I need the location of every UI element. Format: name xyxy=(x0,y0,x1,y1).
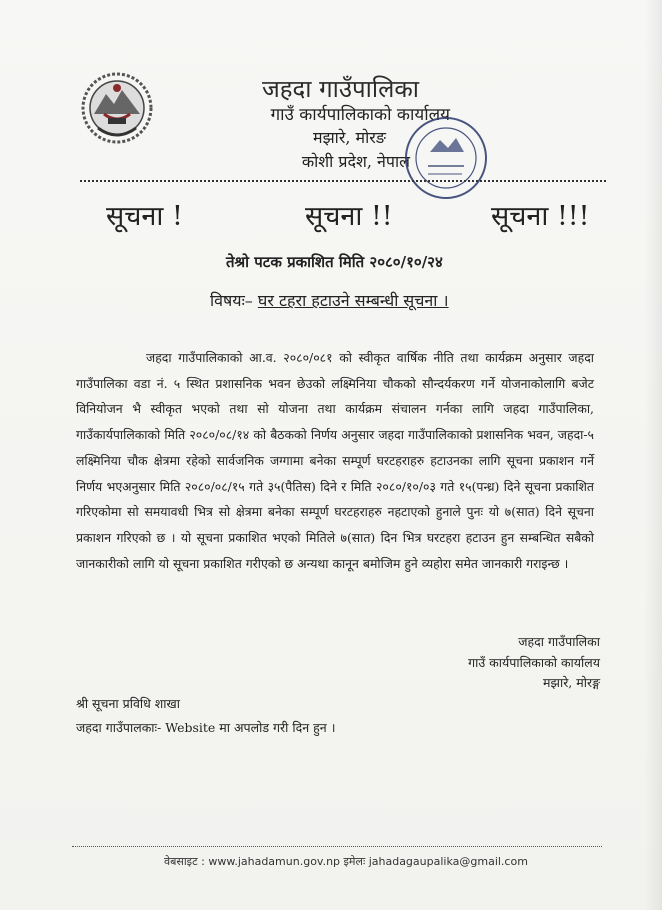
signature-line-3: मझारे, मोरङ्ग xyxy=(543,675,600,690)
publication-date-line: तेश्रो पटक प्रकाशित मिति २०८०/१०/२४ xyxy=(226,253,443,271)
recipient-line-1: श्री सूचना प्रविधि शाखा xyxy=(76,696,180,711)
notice-heading-1: सूचना ! xyxy=(106,201,183,232)
email-label: इमेलः xyxy=(343,855,366,868)
subject-text: घर टहरा हटाउने सम्बन्धी सूचना । xyxy=(257,291,449,310)
signature-line-2: गाउँ कार्यपालिकाको कार्यालय xyxy=(468,654,600,670)
header-divider xyxy=(80,180,606,182)
website-link[interactable]: www.jahadamun.gov.np xyxy=(208,855,341,868)
recipient-line-2: जहदा गाउँपालकाः- Website मा अपलोड गरी दिन हुन । xyxy=(76,720,336,735)
email-link[interactable]: jahadagaupalika@gmail.com xyxy=(368,855,528,868)
notice-heading-2: सूचना !! xyxy=(305,201,393,232)
nepal-emblem-icon xyxy=(78,68,156,146)
office-subtitle: गाउँ कार्यपालिकाको कार्यालय xyxy=(270,105,450,125)
notice-body: जहदा गाउँपालिकाको आ.व. २०८०/०८१ को स्वीकृत वार्षिक नीति तथा कार्यक्रम अनुसार जहदा गाउँपालिका वडा नं. ५ स्थित प्रशासनिक भवन छेउको लक्ष्मिनिया चौकको सौन्दर्यकरण गर्ने योजनाकोलागि बजेट विनियोजन भै स्वीकृत भएको तथा सो योजना तथा कार्यक्रम संचालन गर्नका लागि जहदा गाउँपालिका, गाउँकार्यपालिकाको मिति २०८०/०८/१४ को बैठकको निर्णय अनुसार जहदा गाउँपालिकाको प्रशासनिक भवन, जहदा-५ लक्ष्मिनिया चौक क्षेत्रमा रहेको सार्वजनिक जग्गामा बनेका सम्पूर्ण घरटहराहरु हटाउनका लागि सूचना प्रकाशन गर्ने निर्णय भएअनुसार मिति २०८०/०८/१५ गते ३५(पैतिस) दिने र मिति २०८०/१०/०३ गते १५(पन्ध्र) दिने सूचना प्रकाशित गरिएकोमा सो समयावधी भित्र सो क्षेत्रमा बनेका सम्पूर्ण घरटहराहरु नहटाएको हुनाले पुनः यो ७(सात) दिने सूचना प्रकाशन गरिएको छ । यो सूचना प्रकाशित भएको मितिले ७(सात) दिन भित्र घरटहरा हटाउन हुन सम्बन्धित सबैको जानकारीको लागि यो सूचना प्रकाशित गरीएको छ अन्यथा कानून बमोजिम हुने व्यहोरा समेत जानकारी गराइन्छ । xyxy=(76,350,594,571)
signature-line-1: जहदा गाउँपालिका xyxy=(518,634,600,649)
office-province: कोशी प्रदेश, नेपाल xyxy=(301,152,410,171)
signature-block xyxy=(400,632,600,694)
footer-contact xyxy=(164,854,564,869)
footer-divider xyxy=(72,846,602,847)
office-location: मझारे, मोरङ xyxy=(313,128,386,147)
recipient-block xyxy=(76,692,476,740)
office-name: जहदा गाउँपालिका xyxy=(262,75,420,103)
website-label: वेबसाइट : xyxy=(164,855,205,868)
office-stamp-icon xyxy=(400,112,492,204)
subject-line xyxy=(210,289,510,311)
page-edge-shadow xyxy=(644,0,662,910)
notice-heading-3: सूचना !!! xyxy=(491,201,590,232)
subject-label: विषयः– xyxy=(210,291,253,310)
